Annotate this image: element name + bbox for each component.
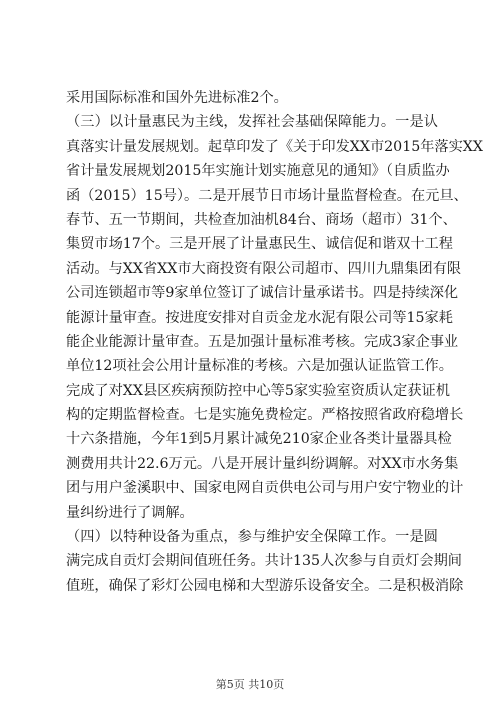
text-line: 活动。与XX省XX市大商投资有限公司超市、四川九鼎集团有限 [66,260,462,277]
text-line: 单位12项社会公用计量标准的考核。六是加强认证监管工作。 [66,358,453,375]
text-line: 构的定期监督检查。七是实施免费检定。严格按照省政府稳增长 [66,407,464,424]
text-line: 省计量发展规划2015年实施计划实施意见的通知》（自质监办 [66,163,450,180]
text-line: 测费用共计22.6万元。八是开展计量纠纷调解。对XX市水务集 [66,455,459,472]
text-line: 值班，确保了彩灯公园电梯和大型游乐设备安全。二是积极消除 [66,577,464,594]
text-line: 团与用户釜溪职中、国家电网自贡供电公司与用户安宁物业的计 [66,480,464,497]
text-line: 十六条措施，今年1到5月累计减免210家企业各类计量器具检 [66,431,452,448]
text-line: 春节、五一节期间，共检查加油机84台、商场（超市）31个、 [66,211,457,228]
text-line: 能源计量审查。按进度安排对自贡金龙水泥有限公司等15家耗 [66,309,453,326]
text-line: 满完成自贡灯会期间值班任务。共计135人次参与自贡灯会期间 [66,553,462,570]
text-line: 能企业能源计量审查。五是加强计量标准考核。完成3家企事业 [66,333,459,350]
page-number: 第5页 共10页 [215,678,285,691]
text-line: 真落实计量发展规划。起草印发了《关于印发XX市2015年落实XX [66,138,484,155]
text-line: 函（2015）15号）。二是开展节日市场计量监督检查。在元旦、 [66,187,468,204]
text-line: 采用国际标准和国外先进标准2个。 [66,90,288,106]
text-line: 量纠纷进行了调解。 [66,504,194,521]
text-line: （四）以特种设备为重点，参与维护安全保障工作。一是圆 [66,529,438,546]
body-text [66,86,484,598]
text-line: 完成了对XX县区疾病预防控中心等5家实验室资质认定获证机 [66,382,450,399]
text-line: 公司连锁超市等9家单位签订了诚信计量承诺书。四是持续深化 [66,285,459,302]
text-line: （三）以计量惠民为主线，发挥社会基础保障能力。一是认 [66,114,438,131]
text-line: 集贸市场17个。三是开展了计量惠民生、诚信促和谐双十工程 [66,236,453,253]
